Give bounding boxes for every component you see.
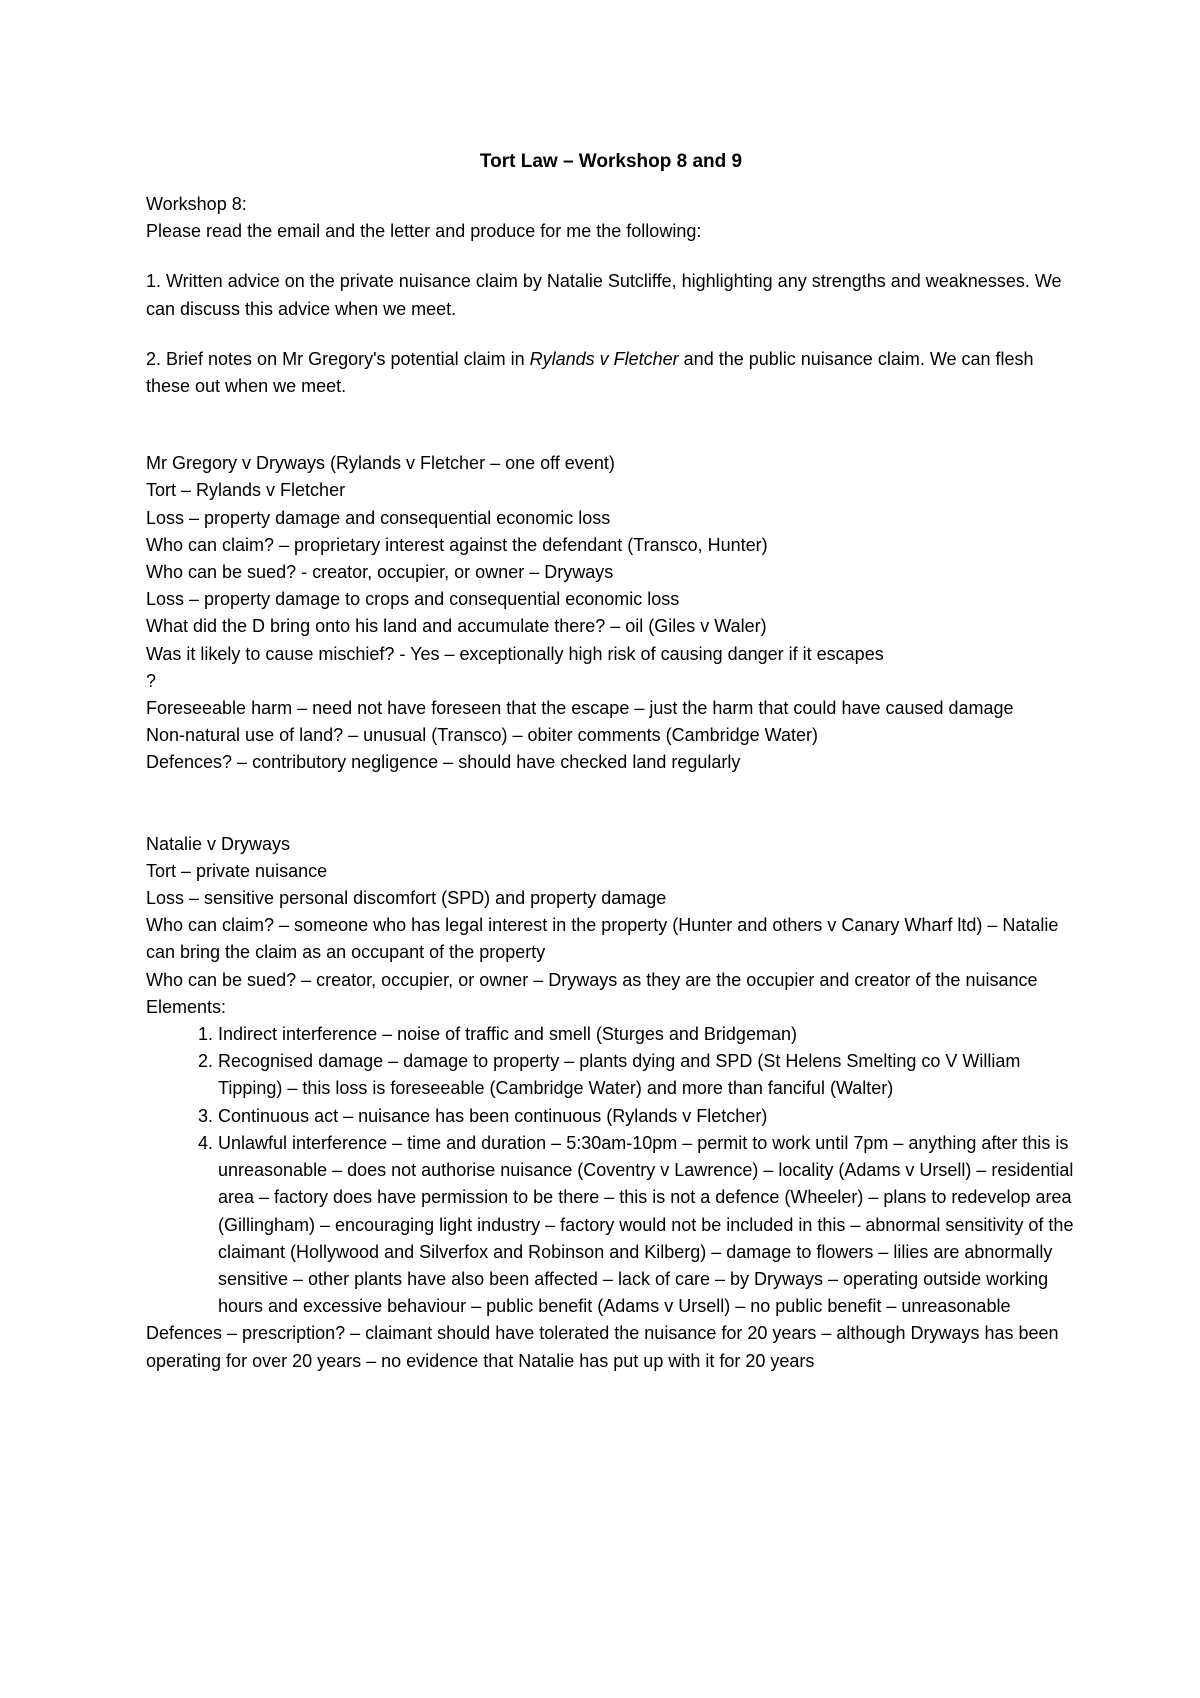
element-item: 4. Unlawful interference – time and duration – 5:30am-10pm – permit to work until 7pm – anything after this is unreasonable – does not authorise nuisance (Coventry v Lawrence) – locality (Adams v Ursell) – residential area – factory does have permission to be there – this is not a defence (Wheeler) – plans to redevelop area (Gillingham) – encouraging light industry – factory would not be included in this – abnormal sensitivity of the claimant (Hollywood and Silverfox and Robinson and Kilberg) – damage to flowers – lilies are abnormally sensitive – other plants have also been affected – lack of care – by Dryways – operating outside working hours and excessive behaviour – public benefit (Adams v Ursell) – no public benefit – unreasonable bbox=[218, 1130, 1076, 1320]
gregory-line: Tort – Rylands v Fletcher bbox=[146, 480, 346, 501]
workshop-heading: Workshop 8: bbox=[146, 194, 247, 214]
document-body bbox=[146, 148, 1076, 1375]
gregory-line: Non-natural use of land? – unusual (Transco) – obiter comments (Cambridge Water) bbox=[146, 725, 818, 746]
gregory-line: Who can be sued? - creator, occupier, or owner – Dryways bbox=[146, 562, 614, 583]
elements-heading: Elements: bbox=[146, 996, 227, 1017]
gregory-line: Was it likely to cause mischief? - Yes – exceptionally high risk of causing danger if it escapes bbox=[146, 643, 884, 664]
elements-list bbox=[146, 1021, 1076, 1320]
gregory-section bbox=[146, 450, 1076, 776]
gregory-line: Loss – property damage to crops and consequential economic loss bbox=[146, 589, 680, 610]
gregory-line: Defences? – contributory negligence – should have checked land regularly bbox=[146, 752, 741, 773]
element-item: 2. Recognised damage – damage to property – plants dying and SPD (St Helens Smelting co V William Tipping) – this loss is foreseeable (Cambridge Water) and more than fanciful (Walter) bbox=[218, 1048, 1076, 1102]
natalie-line: Natalie v Dryways bbox=[146, 833, 291, 854]
intro-section bbox=[146, 191, 1076, 400]
defences-text: Defences – prescription? – claimant should have tolerated the nuisance for 20 years – although Dryways has been operating for over 20 years – no evidence that Natalie has put up with it for 20 years bbox=[146, 1323, 1059, 1371]
natalie-line: Loss – sensitive personal discomfort (SPD) and property damage bbox=[146, 888, 667, 909]
natalie-section bbox=[146, 831, 1076, 1375]
natalie-line: Who can claim? – someone who has legal interest in the property (Hunter and others v Canary Wharf ltd) – Natalie can bring the claim as an occupant of the property bbox=[146, 915, 1059, 963]
task-item-2-case: Rylands v Fletcher bbox=[529, 348, 679, 369]
task-item-1: 1. Written advice on the private nuisance claim by Natalie Sutcliffe, highlighting any strengths and weaknesses. We can discuss this advice when we meet. bbox=[146, 271, 1062, 319]
gregory-line: What did the D bring onto his land and accumulate there? – oil (Giles v Waler) bbox=[146, 616, 767, 637]
gregory-line: Mr Gregory v Dryways (Rylands v Fletcher – one off event) bbox=[146, 453, 615, 474]
task-item-2-after: and the public nuisance claim. We can flesh these out when we meet. bbox=[146, 348, 1034, 397]
gregory-line: Loss – property damage and consequential economic loss bbox=[146, 507, 611, 528]
gregory-line: Who can claim? – proprietary interest against the defendant (Transco, Hunter) bbox=[146, 534, 768, 555]
natalie-line: Tort – private nuisance bbox=[146, 860, 328, 881]
task-item-2 bbox=[146, 346, 1076, 400]
element-item: 3. Continuous act – nuisance has been continuous (Rylands v Fletcher) bbox=[218, 1103, 1076, 1130]
gregory-line: Foreseeable harm – need not have foreseen that the escape – just the harm that could have caused damage bbox=[146, 698, 1014, 719]
instruction-text: Please read the email and the letter and produce for me the following: bbox=[146, 221, 702, 242]
natalie-line: Who can be sued? – creator, occupier, or owner – Dryways as they are the occupier and creator of the nuisance bbox=[146, 969, 1038, 990]
document-title: Tort Law – Workshop 8 and 9 bbox=[479, 151, 743, 172]
task-item-2-before: 2. Brief notes on Mr Gregory's potential claim in bbox=[146, 348, 530, 369]
element-item: 1. Indirect interference – noise of traffic and smell (Sturges and Bridgeman) bbox=[218, 1021, 1076, 1048]
gregory-line: ? bbox=[146, 670, 157, 691]
